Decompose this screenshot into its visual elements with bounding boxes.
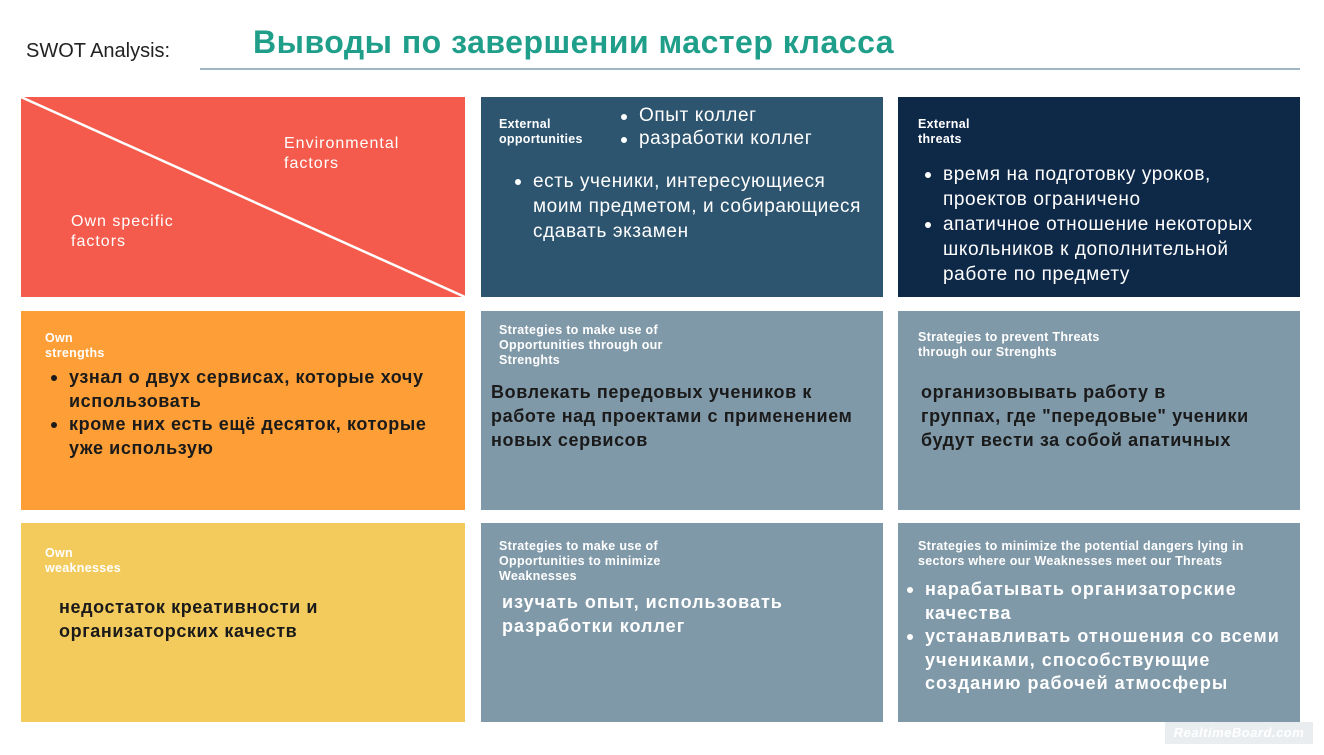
so-strategies-label: Strategies to make use of Opportunities through our Strenghts <box>499 323 663 367</box>
wt-strategies-label: Strategies to minimize the potential dangers lying in sectors where our Weaknesses meet our Threats <box>918 539 1244 568</box>
threats-cell <box>898 97 1300 297</box>
wo-strategies-text: изучать опыт, использовать разработки коллег <box>502 592 783 636</box>
wo-strategies-label: Strategies to make use of Opportunities to minimize Weaknesses <box>499 539 661 583</box>
threats-label-line1: External <box>918 117 970 131</box>
strengths-cell <box>21 311 465 510</box>
wt-strategies-list <box>903 578 1283 696</box>
title-underline <box>200 68 1300 70</box>
list-item: узнал о двух сервисах, которые хочу использовать <box>47 366 437 413</box>
opportunities-top-list <box>617 104 867 150</box>
list-item: кроме них есть ещё десяток, которые уже использую <box>47 413 437 460</box>
list-item: есть ученики, интересующиеся моим предметом, и собирающиеся сдавать экзамен <box>511 169 871 244</box>
list-item: Опыт коллег <box>617 104 867 127</box>
factors-corner-cell <box>21 97 465 297</box>
opportunities-cell <box>481 97 883 297</box>
environmental-factors-label: Environmental factors <box>284 135 400 172</box>
weaknesses-text: недостаток креативности и организаторских качеств <box>59 597 319 641</box>
opportunities-label <box>499 117 583 147</box>
watermark-logo: RealtimeBoard.com <box>1165 722 1313 744</box>
list-item: разработки коллег <box>617 127 867 150</box>
strengths-label-line2: strengths <box>45 346 105 360</box>
st-strategies-cell <box>898 311 1300 510</box>
weaknesses-label <box>45 546 121 576</box>
wo-strategies-cell <box>481 523 883 722</box>
list-item: время на подготовку уроков, проектов ограничено <box>921 162 1293 212</box>
page-title: Выводы по завершении мастер класса <box>253 24 895 60</box>
opportunities-label-line1: External <box>499 117 551 131</box>
weaknesses-label-line2: weaknesses <box>45 561 121 575</box>
swot-analysis-label: SWOT Analysis: <box>26 40 171 62</box>
st-strategies-text: организовывать работу в группах, где "передовые" ученики будут вести за собой апатичных <box>921 382 1249 450</box>
strengths-list <box>47 366 437 460</box>
opportunities-list <box>511 169 871 244</box>
own-specific-factors-label: Own specific factors <box>71 213 174 250</box>
list-item: нарабатывать организаторские качества <box>903 578 1283 625</box>
list-item: устанавливать отношения со всеми учениками, способствующие созданию рабочей атмосферы <box>903 625 1283 696</box>
weaknesses-label-line1: Own <box>45 546 73 560</box>
threats-label <box>918 117 970 147</box>
diagonal-divider <box>21 97 465 297</box>
st-strategies-label: Strategies to prevent Threats through our Strenghts <box>918 330 1100 359</box>
strengths-label <box>45 331 105 361</box>
threats-label-line2: threats <box>918 132 962 146</box>
wt-strategies-cell <box>898 523 1300 722</box>
threats-list <box>921 162 1293 287</box>
opportunities-label-line2: opportunities <box>499 132 583 146</box>
so-strategies-cell <box>481 311 883 510</box>
weaknesses-cell <box>21 523 465 722</box>
strengths-label-line1: Own <box>45 331 73 345</box>
list-item: апатичное отношение некоторых школьников к дополнительной работе по предмету <box>921 212 1293 287</box>
so-strategies-text: Вовлекать передовых учеников к работе над проектами с применением новых сервисов <box>491 382 853 450</box>
